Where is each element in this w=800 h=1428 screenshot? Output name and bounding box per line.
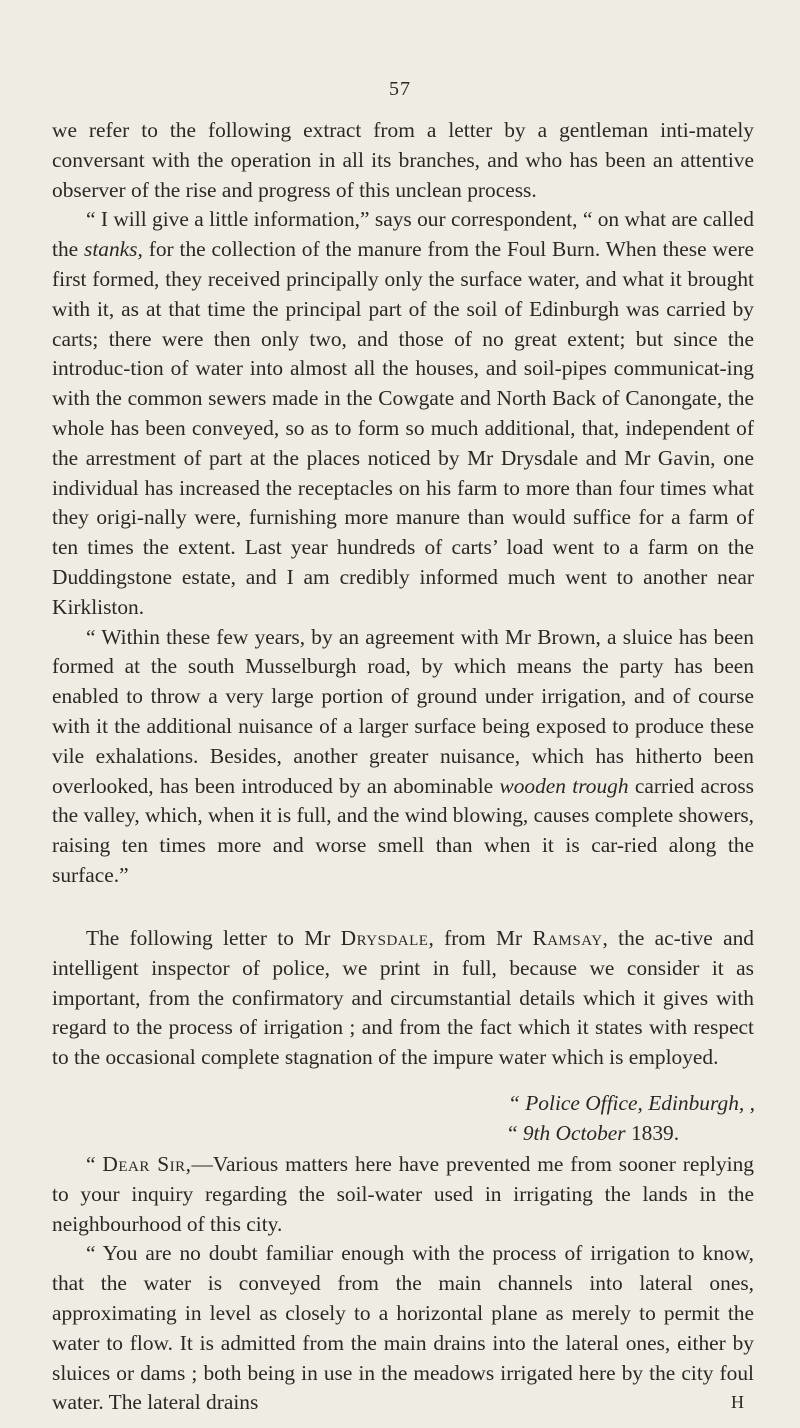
quote-2-text-b: carried across the valley, which, when it is full, and the wind blowing, causes complete showers, raising ten times more and worse smell than when it is car-ried along the surface.” [52, 773, 754, 887]
page-number: 57 [389, 78, 411, 100]
letter-place: “ Police Office, Edinburgh, , [508, 1091, 755, 1115]
signature-mark: H [731, 1392, 744, 1412]
para-3-mid: , from Mr [428, 926, 533, 950]
body-text-upper [52, 116, 754, 891]
quote-2-emphasis: wooden trough [499, 773, 629, 798]
quote-1-emphasis: stanks, [84, 237, 143, 262]
quote-1-text-a: “ I will give a little information,” says our correspondent, “ on what are called the [52, 207, 754, 262]
letter-paragraph-1-text: —Various matters here have prevented me from sooner replying to your inquiry regarding the soil-water used in irrigating the lands in the neighbourhood of this city. [52, 1152, 755, 1236]
letter-salutation: Dear Sir, [102, 1152, 192, 1176]
intro-letter-paragraph [52, 924, 754, 1073]
letter-date-day: 9th October [522, 1121, 626, 1145]
letter-date [508, 1119, 679, 1149]
quote-paragraph-2 [52, 623, 754, 891]
quote-1-text-b: for the collection of the manure from the Foul Burn. When these were first formed, they received principally only the surface water, and what it brought with it, as at that time the principal part of the soil of Edinburgh was carried by carts; there were then only two, and those of no great extent; but since the introduc-tion of water into almost all the houses, and soil-pipes communicat-ing with the common sewers made in the Cowgate and North Back of Canongate, the whole has been conveyed, so as to form so much additional, that, independent of the arrestment of part at the places noticed by Mr Drysdale and Mr Gavin, one individual has increased the receptacles on his farm to more than four times what they origi-nally were, furnishing more manure than would suffice for a farm of ten times the extent. Last year hundreds of carts’ load went to a farm on the Duddingstone estate, and I am credibly informed much went to another near Kirkliston. [52, 237, 755, 619]
quote-2-text-a: “ Within these few years, by an agreement with Mr Brown, a sluice has been formed at the south Musselburgh road, by which means the party has been enabled to throw a very large portion of ground under irrigation, and of course with it the additional nuisance of a larger surface being exposed to produce these vile exhalations. Besides, another greater nuisance, which has hitherto been overlooked, has been introduced by an abominable [52, 624, 754, 798]
letter-paragraph-2: “ You are no doubt familiar enough with the process of irrigation to know, that the water is conveyed from the main channels into lateral ones, approximating in level as closely to a horizontal plane as merely to permit the water to flow. It is admitted from the main drains into the lateral ones, either by sluices or dams ; both being in use in the meadows irrigated here by the city foul water. The lateral drains [52, 1241, 754, 1415]
letter-date-open: “ [508, 1121, 523, 1145]
quote-paragraph-1 [52, 205, 754, 622]
para-3-post: , the ac-tive and intelligent inspector of police, we print in full, because we consider it as important, from the confirmatory and circumstantial details which it gives with regard to the process of irrigation ; and from the fact which it states with respect to the occasional complete stagnation of the impure water which is employed. [52, 926, 754, 1070]
letter-body [52, 1150, 754, 1418]
letter-date-year: 1839. [625, 1121, 680, 1145]
letter-paragraph-1: “ Dear Sir,—Various matters here have prevented me from sooner replying to your inquiry regarding the soil-water used in irrigating the lands in the neighbourhood of this city. [52, 1152, 755, 1236]
name-drysdale: Drysdale [340, 926, 429, 950]
body-text-middle [52, 924, 754, 1073]
name-ramsay: Ramsay [532, 926, 603, 950]
intro-paragraph: we refer to the following extract from a letter by a gentleman inti-mately conversant with the operation in all its branches, and who has been an attentive observer of the rise and progress of this unclean process. [52, 118, 754, 202]
para-3-pre: The following letter to Mr [86, 926, 341, 950]
